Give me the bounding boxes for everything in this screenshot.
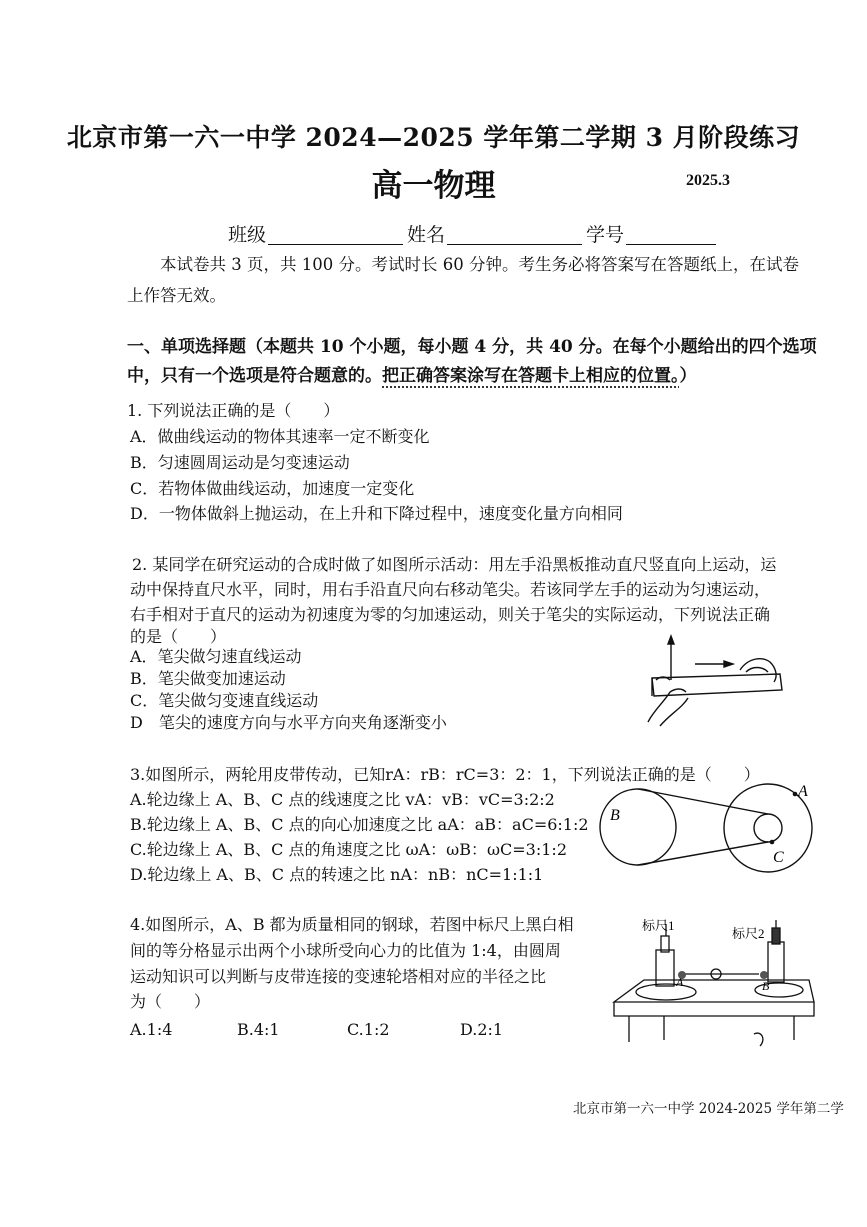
q4-option-a[interactable]: A.1:4 (130, 1020, 173, 1039)
q2-option-c[interactable]: C．笔尖做匀变速直线运动 (130, 691, 319, 710)
q1-option-b[interactable]: B．匀速圆周运动是匀变速运动 (130, 453, 350, 472)
section-heading-emphasis: 把正确答案涂写在答题卡上相应的位置。 (382, 366, 680, 386)
page-footer: 北京市第一六一中学 2024-2025 学年第二学 (573, 1101, 844, 1117)
q2-option-b[interactable]: B．笔尖做变加速运动 (130, 669, 286, 688)
scale-1-label: 标尺1 (642, 918, 675, 933)
q4-stem-line-4: 为（ ） (130, 992, 211, 1011)
q3-belt-wheels-figure (596, 780, 821, 880)
q4-centripetal-apparatus-figure (604, 912, 819, 1062)
label-c: C (773, 849, 784, 866)
student-info-fields (228, 220, 720, 247)
q2-stem-line-2: 动中保持直尺水平，同时，用右手沿直尺向右移动笔尖。若该同学左手的运动为匀速运动， (130, 580, 771, 599)
q4-stem-line-3: 运动知识可以判断与皮带连接的变速轮塔相对应的半径之比 (130, 967, 547, 986)
q4-stem-line-1: 4.如图所示，A、B 都为质量相同的钢球，若图中标尺上黑白相 (130, 915, 574, 934)
section-heading-prefix: 中，只有一个选项是符合题意的。 (127, 366, 382, 386)
q1-stem: 1. 下列说法正确的是（ ） (127, 401, 340, 420)
q4-option-c[interactable]: C.1:2 (347, 1020, 390, 1039)
student-id-blank[interactable] (626, 224, 716, 245)
q3-option-a[interactable]: A.轮边缘上 A、B、C 点的线速度之比 vA：vB：vC=3:2:2 (130, 790, 555, 809)
q2-stem-line-4: 的是（ ） (130, 627, 227, 646)
ball-b-label: B (762, 979, 770, 993)
instructions-line-1: 本试卷共 3 页，共 100 分。考试时长 60 分钟。考生务必将答案写在答题纸上，在试卷 (160, 255, 799, 274)
section-heading-line-1: 一、单项选择题（本题共 10 个小题，每小题 4 分，共 40 分。在每个小题给出的四个选项 (127, 337, 817, 357)
scale-2-label: 标尺2 (732, 926, 765, 941)
q1-option-a[interactable]: A．做曲线运动的物体其速率一定不断变化 (130, 427, 430, 446)
q2-stem-line-1: 2. 某同学在研究运动的合成时做了如图所示活动：用左手沿黑板推动直尺竖直向上运动，运 (132, 555, 777, 574)
q1-option-d[interactable]: D．一物体做斜上抛运动，在上升和下降过程中，速度变化量方向相同 (130, 504, 623, 523)
q3-option-b[interactable]: B.轮边缘上 A、B、C 点的向心加速度之比 aA：aB：aC=6:1:2 (130, 815, 589, 834)
q4-option-b[interactable]: B.4:1 (237, 1020, 280, 1039)
q4-stem-line-2: 间的等分格显示出两个小球所受向心力的比值为 1:4，由圆周 (130, 941, 561, 960)
wheel-c-inner (754, 814, 782, 842)
subject-title: 高一物理 (371, 168, 496, 204)
q3-stem-prefix: 3.如图所示，两轮用皮带传动，已知 (130, 765, 386, 784)
instructions-line-2: 上作答无效。 (127, 286, 226, 305)
q2-stem-line-3: 右手相对于直尺的运动为初速度为零的匀加速运动，则关于笔尖的实际运动，下列说法正确 (130, 605, 771, 624)
ball-a-label: A (676, 975, 684, 989)
q2-option-a[interactable]: A．笔尖做匀速直线运动 (130, 647, 302, 666)
q2-ruler-figure (640, 630, 790, 730)
section-heading-line-2 (127, 361, 697, 391)
name-label: 姓名 (407, 224, 446, 246)
section-heading-suffix: ） (679, 366, 697, 386)
q1-option-c[interactable]: C．若物体做曲线运动，加速度一定变化 (130, 479, 415, 498)
class-label: 班级 (228, 224, 267, 246)
student-id-label: 学号 (586, 224, 625, 246)
q3-option-d[interactable]: D.轮边缘上 A、B、C 点的转速之比 nA：nB：nC=1:1:1 (130, 865, 544, 884)
q3-stem-ratio: rA：rB：rC=3：2：1 (385, 765, 552, 784)
q3-option-c[interactable]: C.轮边缘上 A、B、C 点的角速度之比 ωA：ωB：ωC=3:1:2 (130, 840, 567, 859)
exam-date: 2025.3 (686, 172, 730, 189)
name-blank[interactable] (447, 224, 582, 245)
q4-option-d[interactable]: D.2:1 (460, 1020, 504, 1039)
q2-option-d[interactable]: D 笔尖的速度方向与水平方向夹角逐渐变小 (130, 713, 447, 732)
label-a: A (798, 783, 808, 800)
class-blank[interactable] (268, 224, 403, 245)
exam-title: 北京市第一六一中学 2024—2025 学年第二学期 3 月阶段练习 (66, 123, 801, 152)
q3-stem-suffix: ，下列说法正确的是（ ） (551, 765, 760, 784)
wheel-b (600, 789, 676, 865)
label-b: B (610, 807, 620, 824)
